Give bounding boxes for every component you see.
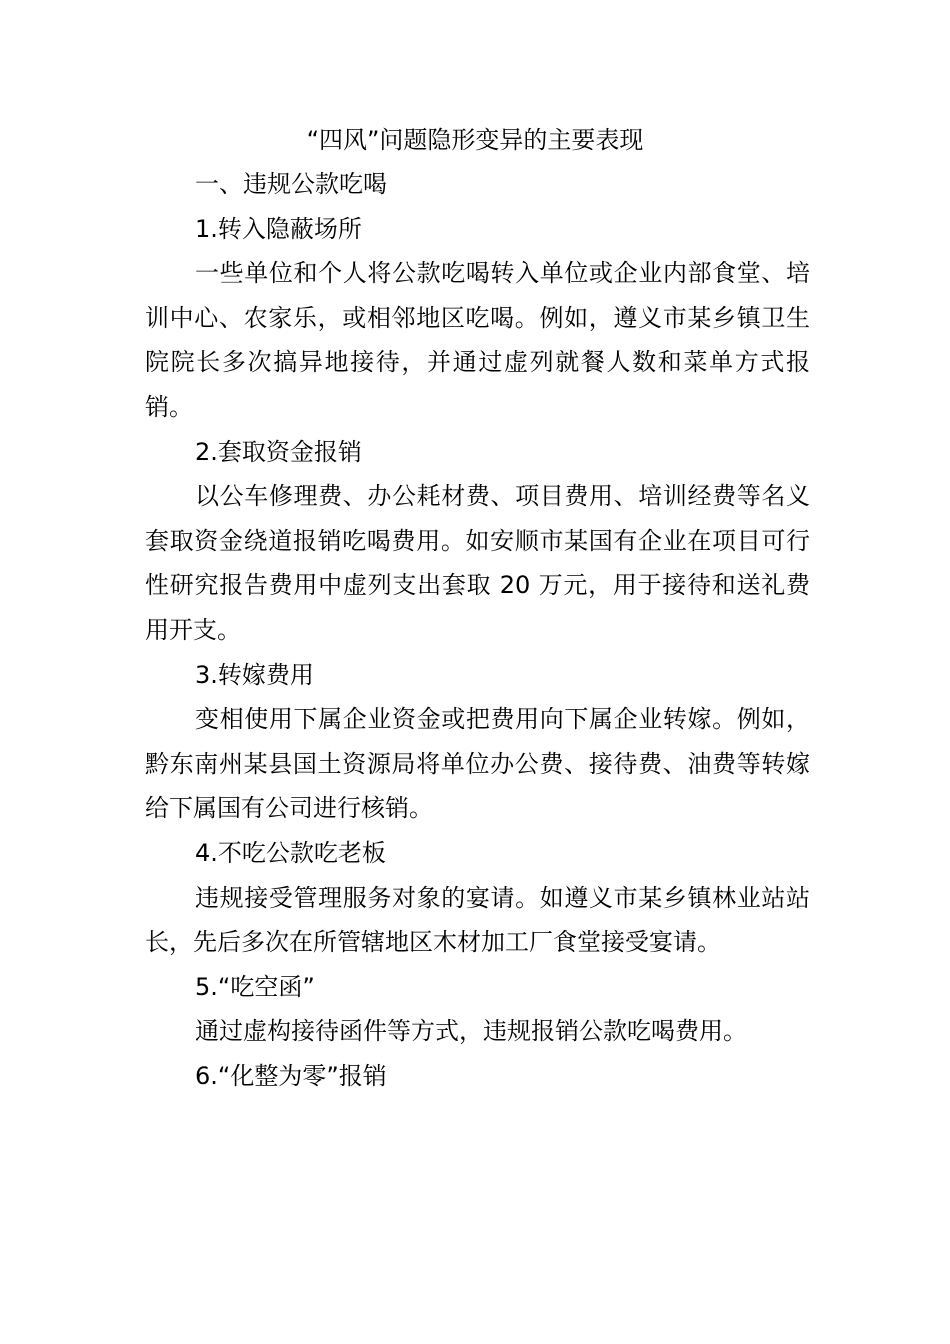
- document-body: [145, 162, 810, 1098]
- paragraph-2: 以公车修理费、办公耗材费、项目费用、培训经费等名义套取资金绕道报销吃喝费用。如安顺市某国有企业在项目可行性研究报告费用中虚列支出套取 20 万元，用于接待和送礼费用开支。: [145, 482, 810, 644]
- paragraph-5: 通过虚构接待函件等方式，违规报销公款吃喝费用。: [195, 1017, 747, 1046]
- subheading-1: 1.转入隐蔽场所: [195, 214, 362, 243]
- subheading-4: 4.不吃公款吃老板: [195, 838, 386, 867]
- document-title: “四风”问题隐形变异的主要表现: [306, 126, 644, 154]
- subheading-6: 6.“化整为零”报销: [195, 1061, 387, 1090]
- paragraph-3: 变相使用下属企业资金或把费用向下属企业转嫁。例如，黔东南州某县国土资源局将单位办公费、接待费、油费等转嫁给下属国有公司进行核销。: [145, 705, 810, 823]
- subheading-5: 5.“吃空函”: [195, 972, 315, 1001]
- paragraph-1: 一些单位和个人将公款吃喝转入单位或企业内部食堂、培训中心、农家乐，或相邻地区吃喝。例如，遵义市某乡镇卫生院院长多次搞异地接待，并通过虚列就餐人数和菜单方式报销。: [145, 259, 810, 421]
- section-heading-1: 一、违规公款吃喝: [195, 170, 387, 198]
- subheading-3: 3.转嫁费用: [195, 660, 314, 689]
- paragraph-4: 违规接受管理服务对象的宴请。如遵义市某乡镇林业站站长，先后多次在所管辖地区木材加工厂食堂接受宴请。: [145, 883, 810, 957]
- subheading-2: 2.套取资金报销: [195, 437, 362, 466]
